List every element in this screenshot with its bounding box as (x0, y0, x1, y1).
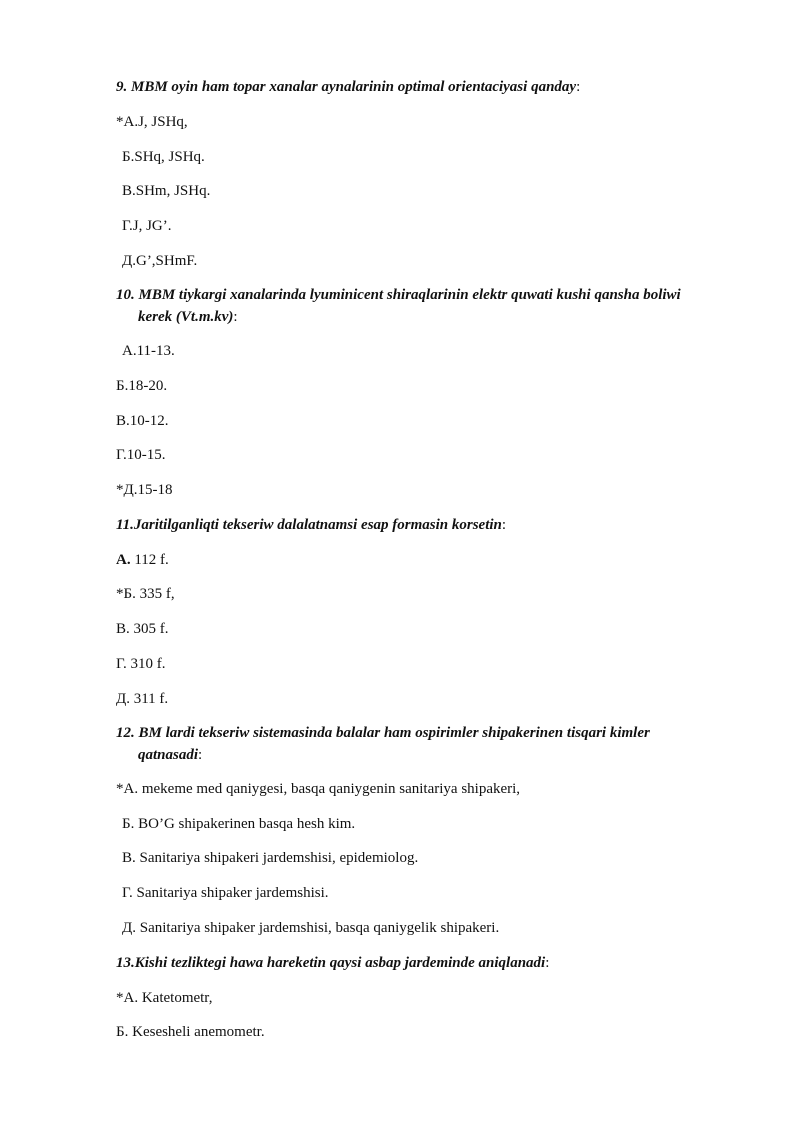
question-12-option-b: Б. BO’G shipakerinen basqa hesh kim. (122, 816, 356, 832)
question-13-option-a: *A. Katetometr, (116, 990, 213, 1006)
question-13-option-b: Б. Kesesheli anemometr. (116, 1024, 265, 1040)
question-12-option-g: Г. Sanitariya shipaker jardemshisi. (122, 885, 329, 901)
question-10-option-g: Г.10-15. (116, 447, 166, 463)
question-9-option-d: Д.G’,SHmF. (122, 253, 198, 269)
question-12-option-a: *A. mekeme med qaniygesi, basqa qaniygenin sanitariya shipakeri, (116, 781, 521, 797)
question-12-title: 12. BM lardi tekseriw sistemasinda balalar ham ospirimler shipakerinen tisqari kimler qatnasadi: (116, 725, 650, 763)
question-12-option-d: Д. Sanitariya shipaker jardemshisi, basqa qaniygelik shipakeri. (122, 920, 500, 936)
question-10-option-b: Б.18-20. (116, 378, 168, 394)
question-11-option-g: Г. 310 f. (116, 656, 166, 672)
question-11-option-b: *Б. 335 f, (116, 586, 175, 602)
question-9-title: 9. MBM oyin ham topar xanalar aynalarinin optimal orientaciyasi qanday: (116, 79, 581, 95)
question-9-option-b: Б.SHq, JSHq. (122, 149, 205, 165)
question-11-title: 11.Jaritilganliqti tekseriw dalalatnamsi esap formasin korsetin: (116, 517, 507, 533)
question-9-option-v: B.SHm, JSHq. (122, 183, 211, 199)
question-11-option-d: Д. 311 f. (116, 691, 169, 707)
question-9-option-a: *A.J, JSHq, (116, 114, 188, 130)
question-10-title: 10. MBM tiykargi xanalarinda lyuminicent shiraqlarinin elektr quwati kushi qansha boliwi kerek (Vt.m.kv): (116, 287, 681, 325)
question-12-option-v: B. Sanitariya shipakeri jardemshisi, epidemiolog. (122, 850, 419, 866)
question-9-option-g: Г.J, JG’. (122, 218, 172, 234)
question-10-option-a: A.11-13. (122, 343, 175, 359)
question-13-title: 13.Kishi tezliktegi hawa hareketin qaysi asbap jardeminde aniqlanadi: (116, 955, 550, 971)
question-10-option-v: B.10-12. (116, 413, 169, 429)
question-10-option-d: *Д.15-18 (116, 482, 173, 498)
question-11-option-v: B. 305 f. (116, 621, 169, 637)
question-11-option-a: A. 112 f. (116, 552, 169, 568)
